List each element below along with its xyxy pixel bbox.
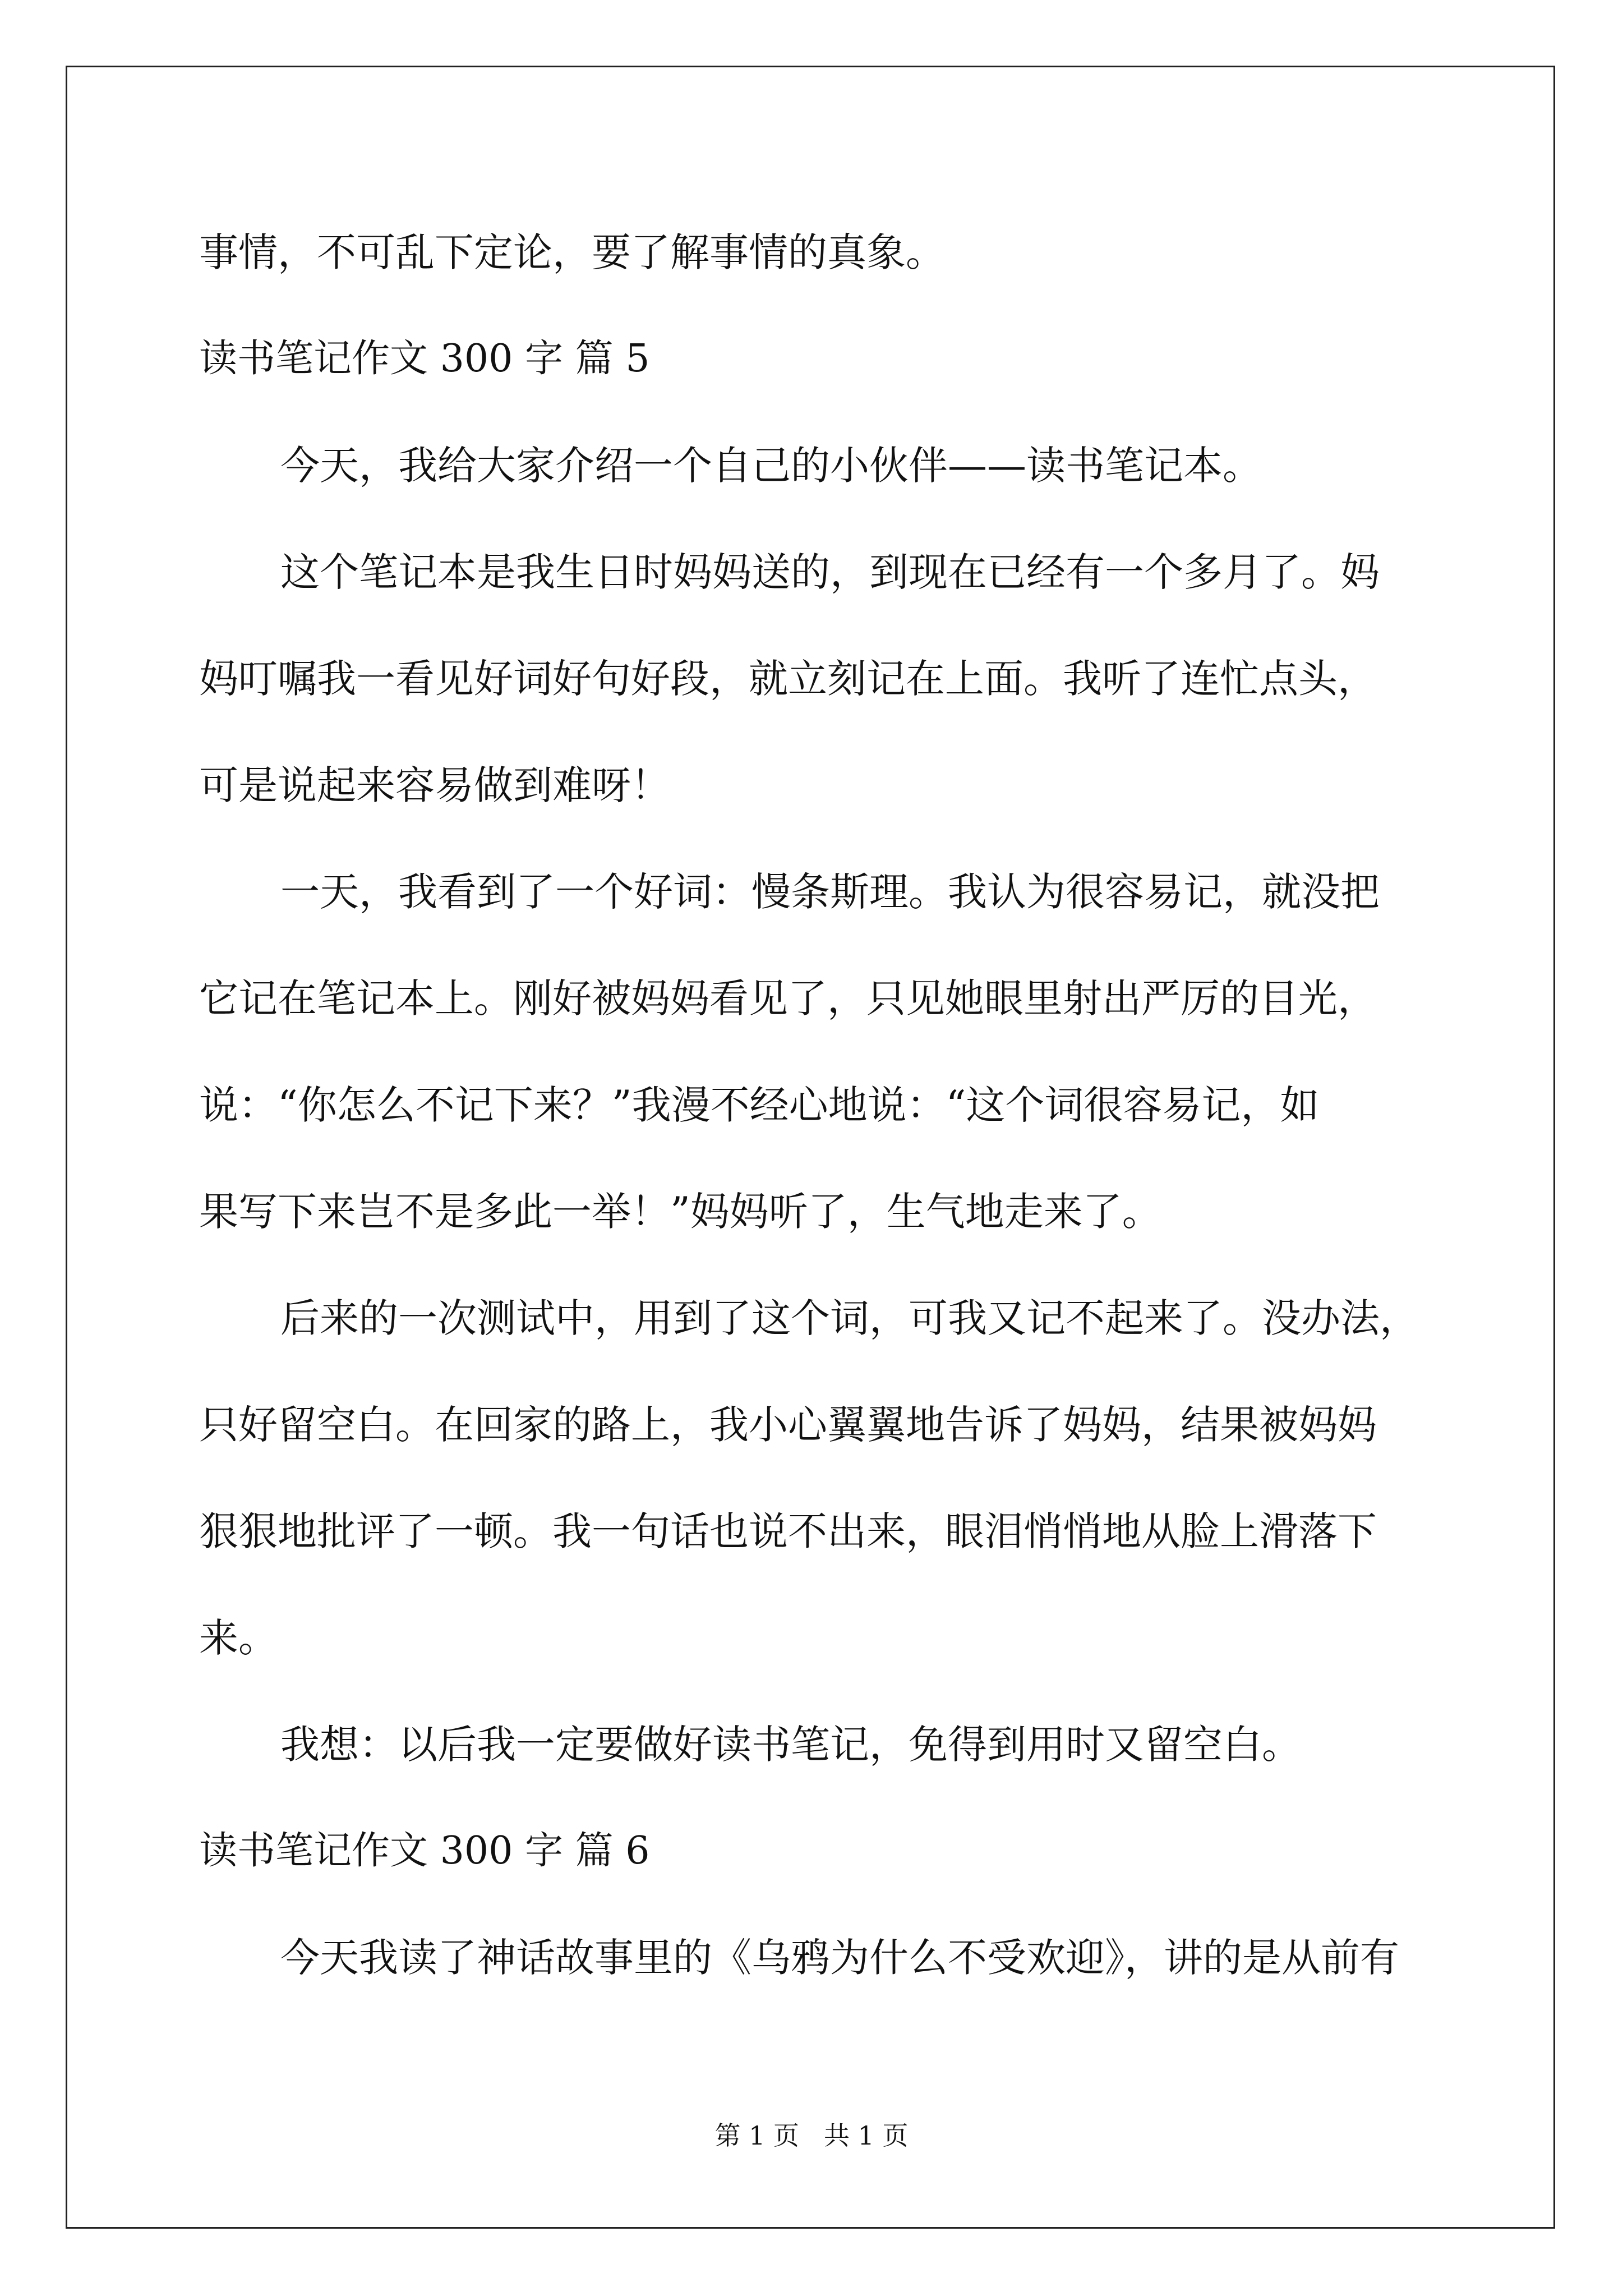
text-line: 今天，我给大家介绍一个自己的小伙伴——读书笔记本。 [280, 443, 1262, 489]
document-body [199, 199, 1422, 2011]
text-line: 今天我读了神话故事里的《乌鸦为什么不受欢迎》，讲的是从前有 [280, 1935, 1399, 1981]
text-line: 一天，我看到了一个好词：慢条斯理。我认为很容易记，就没把 [280, 869, 1380, 915]
text-line: 只好留空白。在回家的路上，我小心翼翼地告诉了妈妈，结果被妈妈 [199, 1402, 1377, 1448]
text-line: 来。 [199, 1615, 278, 1661]
text-line: 这个笔记本是我生日时妈妈送的，到现在已经有一个多月了。妈 [280, 549, 1380, 595]
text-line: 果写下来岂不是多此一举！”妈妈听了，生气地走来了。 [199, 1189, 1161, 1235]
page-total: 共 1 页 [823, 2120, 909, 2151]
section-heading: 读书笔记作文 300 字 篇 6 [199, 1829, 650, 1873]
text-line: 我想：以后我一定要做好读书笔记，免得到用时又留空白。 [280, 1722, 1301, 1768]
text-line: 它记在笔记本上。刚好被妈妈看见了，只见她眼里射出严厉的目光， [199, 976, 1377, 1022]
section-heading: 读书笔记作文 300 字 篇 5 [199, 337, 650, 381]
text-line: 后来的一次测试中，用到了这个词，可我又记不起来了。没办法， [280, 1295, 1419, 1341]
page-number: 第 1 页 [714, 2120, 800, 2151]
page-footer [0, 2119, 1623, 2152]
text-line: 狠狠地批评了一顿。我一句话也说不出来，眼泪悄悄地从脸上滑落下 [199, 1508, 1377, 1554]
text-line: 可是说起来容易做到难呀！ [199, 762, 670, 808]
text-line: 说：“你怎么不记下来？”我漫不经心地说：“这个词很容易记，如 [199, 1082, 1320, 1128]
text-line: 事情，不可乱下定论，要了解事情的真象。 [199, 229, 945, 275]
text-line: 妈叮嘱我一看见好词好句好段，就立刻记在上面。我听了连忙点头， [199, 656, 1377, 702]
